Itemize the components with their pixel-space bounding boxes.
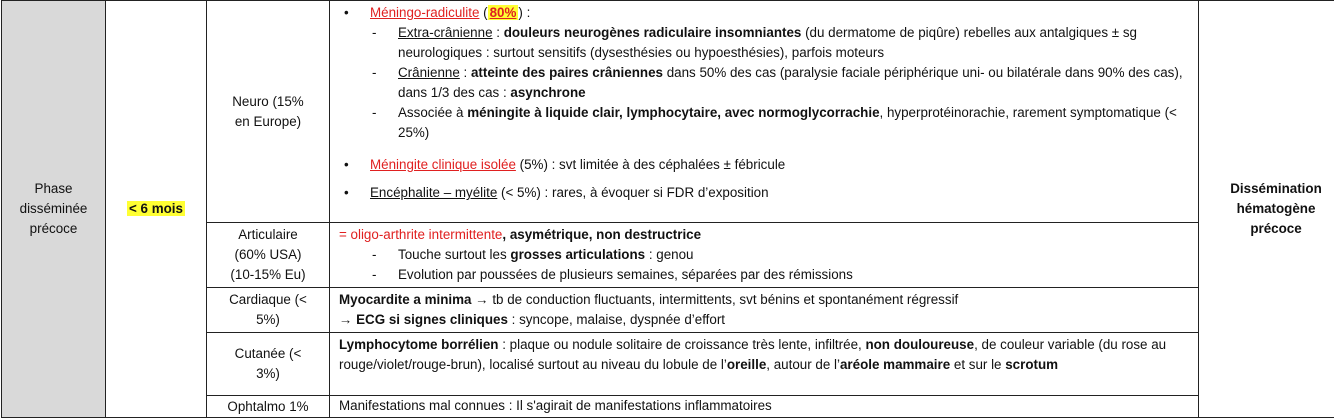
meningo-close: ) :	[518, 5, 530, 20]
bullet-icon: •	[344, 3, 349, 23]
associee-rest: , hyperprotéinorachie, rarement symptomatique (< 25%)	[398, 105, 1177, 140]
clinical-table	[1, 0, 1334, 418]
cranienne-label: Crânienne	[398, 65, 460, 80]
encephalite-rest: (< 5%) : rares, à évoquer si FDR d’exposition	[497, 185, 768, 200]
meningo-pct: 80%	[488, 5, 519, 20]
neuro-bullet-3	[342, 183, 1192, 203]
row-neuro	[2, 1, 1334, 223]
oligo-arthrite-text: = oligo-arthrite intermittente	[339, 227, 502, 242]
spacer	[342, 175, 1192, 183]
lymphocytome-bold: Lymphocytome borrélien	[339, 337, 498, 352]
ophtalmo-description	[330, 396, 1199, 418]
associee-pre: Associée à	[398, 105, 467, 120]
myocardite-rest: tb de conduction fluctuants, intermittents, svt bénins et spontanément régressif	[489, 292, 959, 307]
dash-icon: -	[372, 63, 376, 83]
touche-bold: grosses articulations	[510, 247, 645, 262]
mechanism-cell	[1199, 1, 1334, 418]
bullet-icon: •	[344, 183, 349, 203]
cutanee-text-2: , de couleur variable (du rose au rouge/violet/rouge-brun), localisé surtout au niveau du lobule de l’	[339, 337, 1166, 372]
meningite-isolee-rest: (5%) : svt limitée à des céphalées ± fébricule	[516, 157, 785, 172]
ophtalmo-text: Manifestations mal connues : Il s'agirait de manifestations inflammatoires	[339, 398, 772, 413]
extra-cranienne-bold: douleurs neurogènes radiculaire insomniantes	[504, 25, 802, 40]
articulaire-dash-2	[339, 265, 1192, 285]
ecg-bold: ECG si signes cliniques	[352, 312, 508, 327]
neuro-bullet-1	[342, 3, 1192, 23]
neuro-dash-2	[342, 63, 1192, 103]
touche-pre: Touche surtout les	[398, 247, 510, 262]
meningite-isolee-title: Méningite clinique isolée	[370, 157, 516, 172]
meningo-open: (	[479, 5, 487, 20]
organ-articulaire-cell	[207, 223, 330, 288]
neuro-dash-1	[342, 23, 1192, 63]
sep-text: :	[460, 65, 471, 80]
cutanee-text-4: et sur le	[950, 357, 1005, 372]
evolution-text: Evolution par poussées de plusieurs semaines, séparées par des rémissions	[398, 267, 853, 282]
dash-icon: -	[372, 103, 376, 123]
myocardite-bold: Myocardite a minima	[339, 292, 471, 307]
cardiaque-line-2	[339, 310, 1192, 330]
neuro-description	[330, 1, 1199, 223]
cutanee-text-3: , autour de l’	[766, 357, 840, 372]
organ-neuro-label: Neuro (15% en Europe)	[228, 92, 308, 132]
organ-cardiaque-label: Cardiaque (< 5%)	[228, 290, 308, 330]
encephalite-title: Encéphalite – myélite	[370, 185, 497, 200]
organ-neuro-cell	[207, 1, 330, 223]
organ-cutanee-label: Cutanée (< 3%)	[233, 344, 303, 384]
cranienne-mid: dans 50% des cas (paralysie faciale périphérique uni- ou bilatérale dans 90% des cas), dans 1/3 des cas :	[398, 65, 1183, 100]
dash-icon: -	[372, 23, 376, 43]
articulaire-dash-1	[339, 245, 1192, 265]
oreille-bold: oreille	[727, 357, 766, 372]
neuro-bullet-2	[342, 155, 1192, 175]
articulaire-line-1	[339, 225, 1192, 245]
cutanee-description	[330, 333, 1199, 396]
areole-bold: aréole mammaire	[840, 357, 950, 372]
extra-cranienne-label: Extra-crânienne	[398, 25, 493, 40]
organ-cutanee-cell	[207, 333, 330, 396]
sep-text: :	[493, 25, 504, 40]
meningo-radiculite-title: Méningo-radiculite	[370, 5, 479, 20]
cardiaque-line-1	[339, 290, 1192, 310]
cardiaque-description	[330, 288, 1199, 333]
dash-icon: -	[372, 265, 376, 285]
touche-rest: : genou	[645, 247, 693, 262]
ecg-rest: : syncope, malaise, dyspnée d’effort	[508, 312, 725, 327]
cutanee-text-1: : plaque ou nodule solitaire de croissance très lente, infiltrée,	[498, 337, 865, 352]
bullet-icon: •	[344, 155, 349, 175]
oligo-arthrite-bold: , asymétrique, non destructrice	[502, 227, 701, 242]
extra-cranienne-rest: (du dermatome de piqûre) rebelles aux antalgiques ± sg neurologiques : surtout sensitifs (dysesthésies ou hypoesthésies), parfois moteurs	[398, 25, 1137, 60]
organ-cardiaque-cell	[207, 288, 330, 333]
cranienne-bold-1: atteinte des paires crâniennes	[471, 65, 663, 80]
associee-bold: méningite à liquide clair, lymphocytaire, avec normoglycorrachie	[467, 105, 879, 120]
organ-ophtalmo-label: Ophtalmo 1%	[227, 399, 308, 414]
phase-cell	[2, 1, 106, 418]
dash-icon: -	[372, 245, 376, 265]
neuro-dash-3	[342, 103, 1192, 143]
arrow-right-icon: →	[475, 292, 488, 307]
organ-ophtalmo-cell	[207, 396, 330, 418]
delay-badge: < 6 mois	[127, 201, 185, 216]
scrotum-bold: scrotum	[1005, 357, 1058, 372]
arrow-right-icon: →	[339, 312, 352, 327]
non-douloureuse-bold: non douloureuse	[865, 337, 974, 352]
organ-articulaire-label: Articulaire (60% USA) (10-15% Eu)	[223, 225, 313, 285]
mechanism-label: Dissémination hématogène précoce	[1221, 179, 1331, 239]
articulaire-description	[330, 223, 1199, 288]
delay-cell	[106, 1, 207, 418]
spacer	[342, 143, 1192, 155]
phase-label: Phase disséminée précoce	[14, 179, 94, 239]
cranienne-bold-2: asynchrone	[510, 85, 585, 100]
